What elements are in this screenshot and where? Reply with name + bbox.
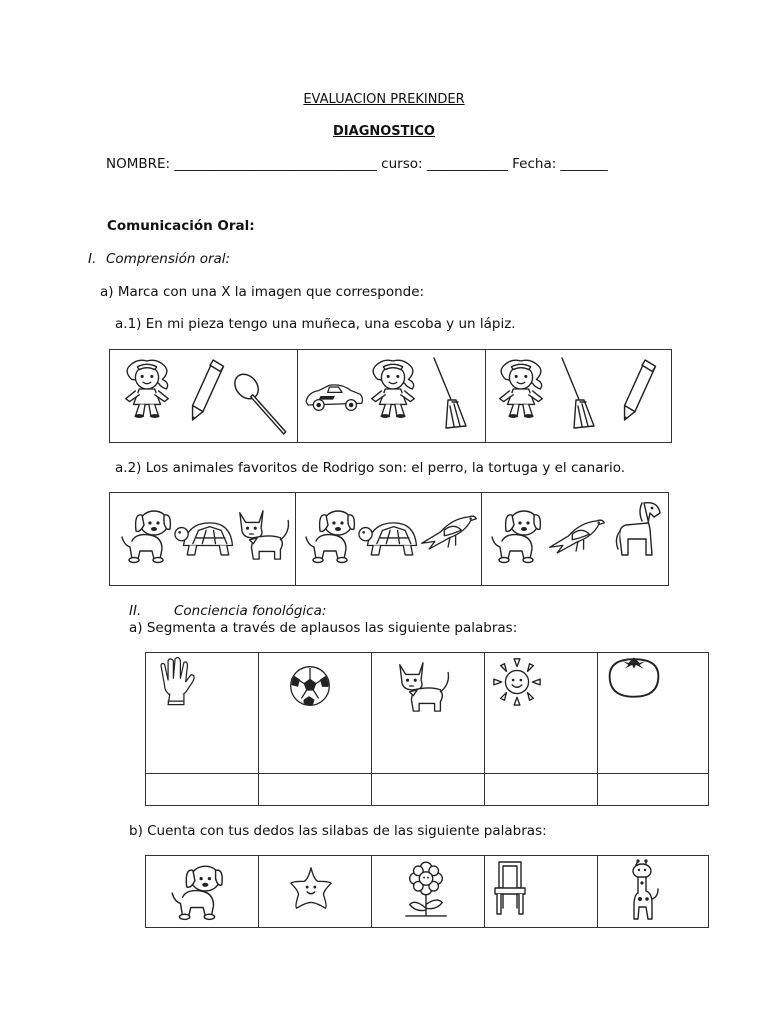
pencil-icon (186, 356, 228, 422)
page-title: EVALUACION PREKINDER (303, 92, 465, 107)
page-subtitle: DIAGNOSTICO (333, 124, 435, 139)
question-2b: b) Cuenta con tus dedos las silabas de las siguiente palabras: (129, 823, 547, 839)
bird-icon (544, 511, 610, 559)
ball-icon (287, 663, 333, 709)
part2-numeral: II. (129, 603, 142, 619)
option-cell[interactable] (110, 350, 298, 442)
word-cell[interactable] (485, 653, 598, 805)
doll-icon (364, 358, 422, 420)
option-cell[interactable] (486, 350, 673, 442)
broom-icon (430, 356, 470, 430)
word-cell[interactable] (598, 653, 710, 805)
doll-icon (118, 358, 176, 420)
option-cell[interactable] (110, 493, 296, 585)
part2-title: Conciencia fonológica: (174, 603, 327, 619)
word-cell[interactable] (146, 856, 259, 927)
option-cell[interactable] (298, 350, 486, 442)
pencil-icon (618, 356, 660, 422)
student-info-line: NOMBRE: ______________________________ curso: ____________ Fecha: _______ (106, 156, 608, 172)
broom-icon (558, 356, 598, 430)
tomato-icon (604, 653, 664, 701)
cat-icon (232, 505, 294, 563)
dog-icon (486, 505, 546, 565)
dog-icon (116, 505, 176, 565)
horse-icon (614, 499, 664, 559)
word-cell[interactable] (146, 653, 259, 805)
word-cell[interactable] (259, 653, 372, 805)
hand-icon (154, 653, 198, 707)
word-cell[interactable] (598, 856, 710, 927)
option-cell[interactable] (296, 493, 482, 585)
section-heading: Comunicación Oral: (107, 218, 255, 234)
question-2a: a) Segmenta a través de aplausos las siguiente palabras: (129, 620, 518, 636)
car-icon (302, 378, 366, 414)
word-cell[interactable] (485, 856, 598, 927)
cat-icon (392, 657, 454, 715)
sun-icon (491, 655, 543, 707)
turtle-icon (174, 513, 240, 561)
question-a: a) Marca con una X la imagen que corresponde: (100, 284, 425, 300)
word-cell[interactable] (259, 856, 372, 927)
dog-icon (166, 860, 228, 922)
star-icon (287, 864, 335, 912)
options-grid-a1 (109, 349, 672, 443)
count-words-grid (145, 855, 709, 928)
bird-icon (416, 507, 482, 555)
spoon-icon (230, 370, 292, 436)
turtle-icon (358, 513, 424, 561)
word-cell[interactable] (372, 653, 485, 805)
clap-words-grid (145, 652, 709, 806)
flower-icon (402, 860, 450, 922)
option-cell[interactable] (482, 493, 670, 585)
chair-icon (491, 858, 531, 918)
question-a2: a.2) Los animales favoritos de Rodrigo son: el perro, la tortuga y el canario. (115, 460, 626, 476)
options-grid-a2 (109, 492, 669, 586)
question-a1: a.1) En mi pieza tengo una muñeca, una escoba y un lápiz. (115, 316, 516, 332)
word-cell[interactable] (372, 856, 485, 927)
dog-icon (300, 505, 360, 565)
doll-icon (492, 358, 550, 420)
part1-title: Comprensión oral: (106, 251, 231, 267)
giraffe-icon (624, 858, 664, 924)
part1-numeral: I. (88, 251, 97, 267)
